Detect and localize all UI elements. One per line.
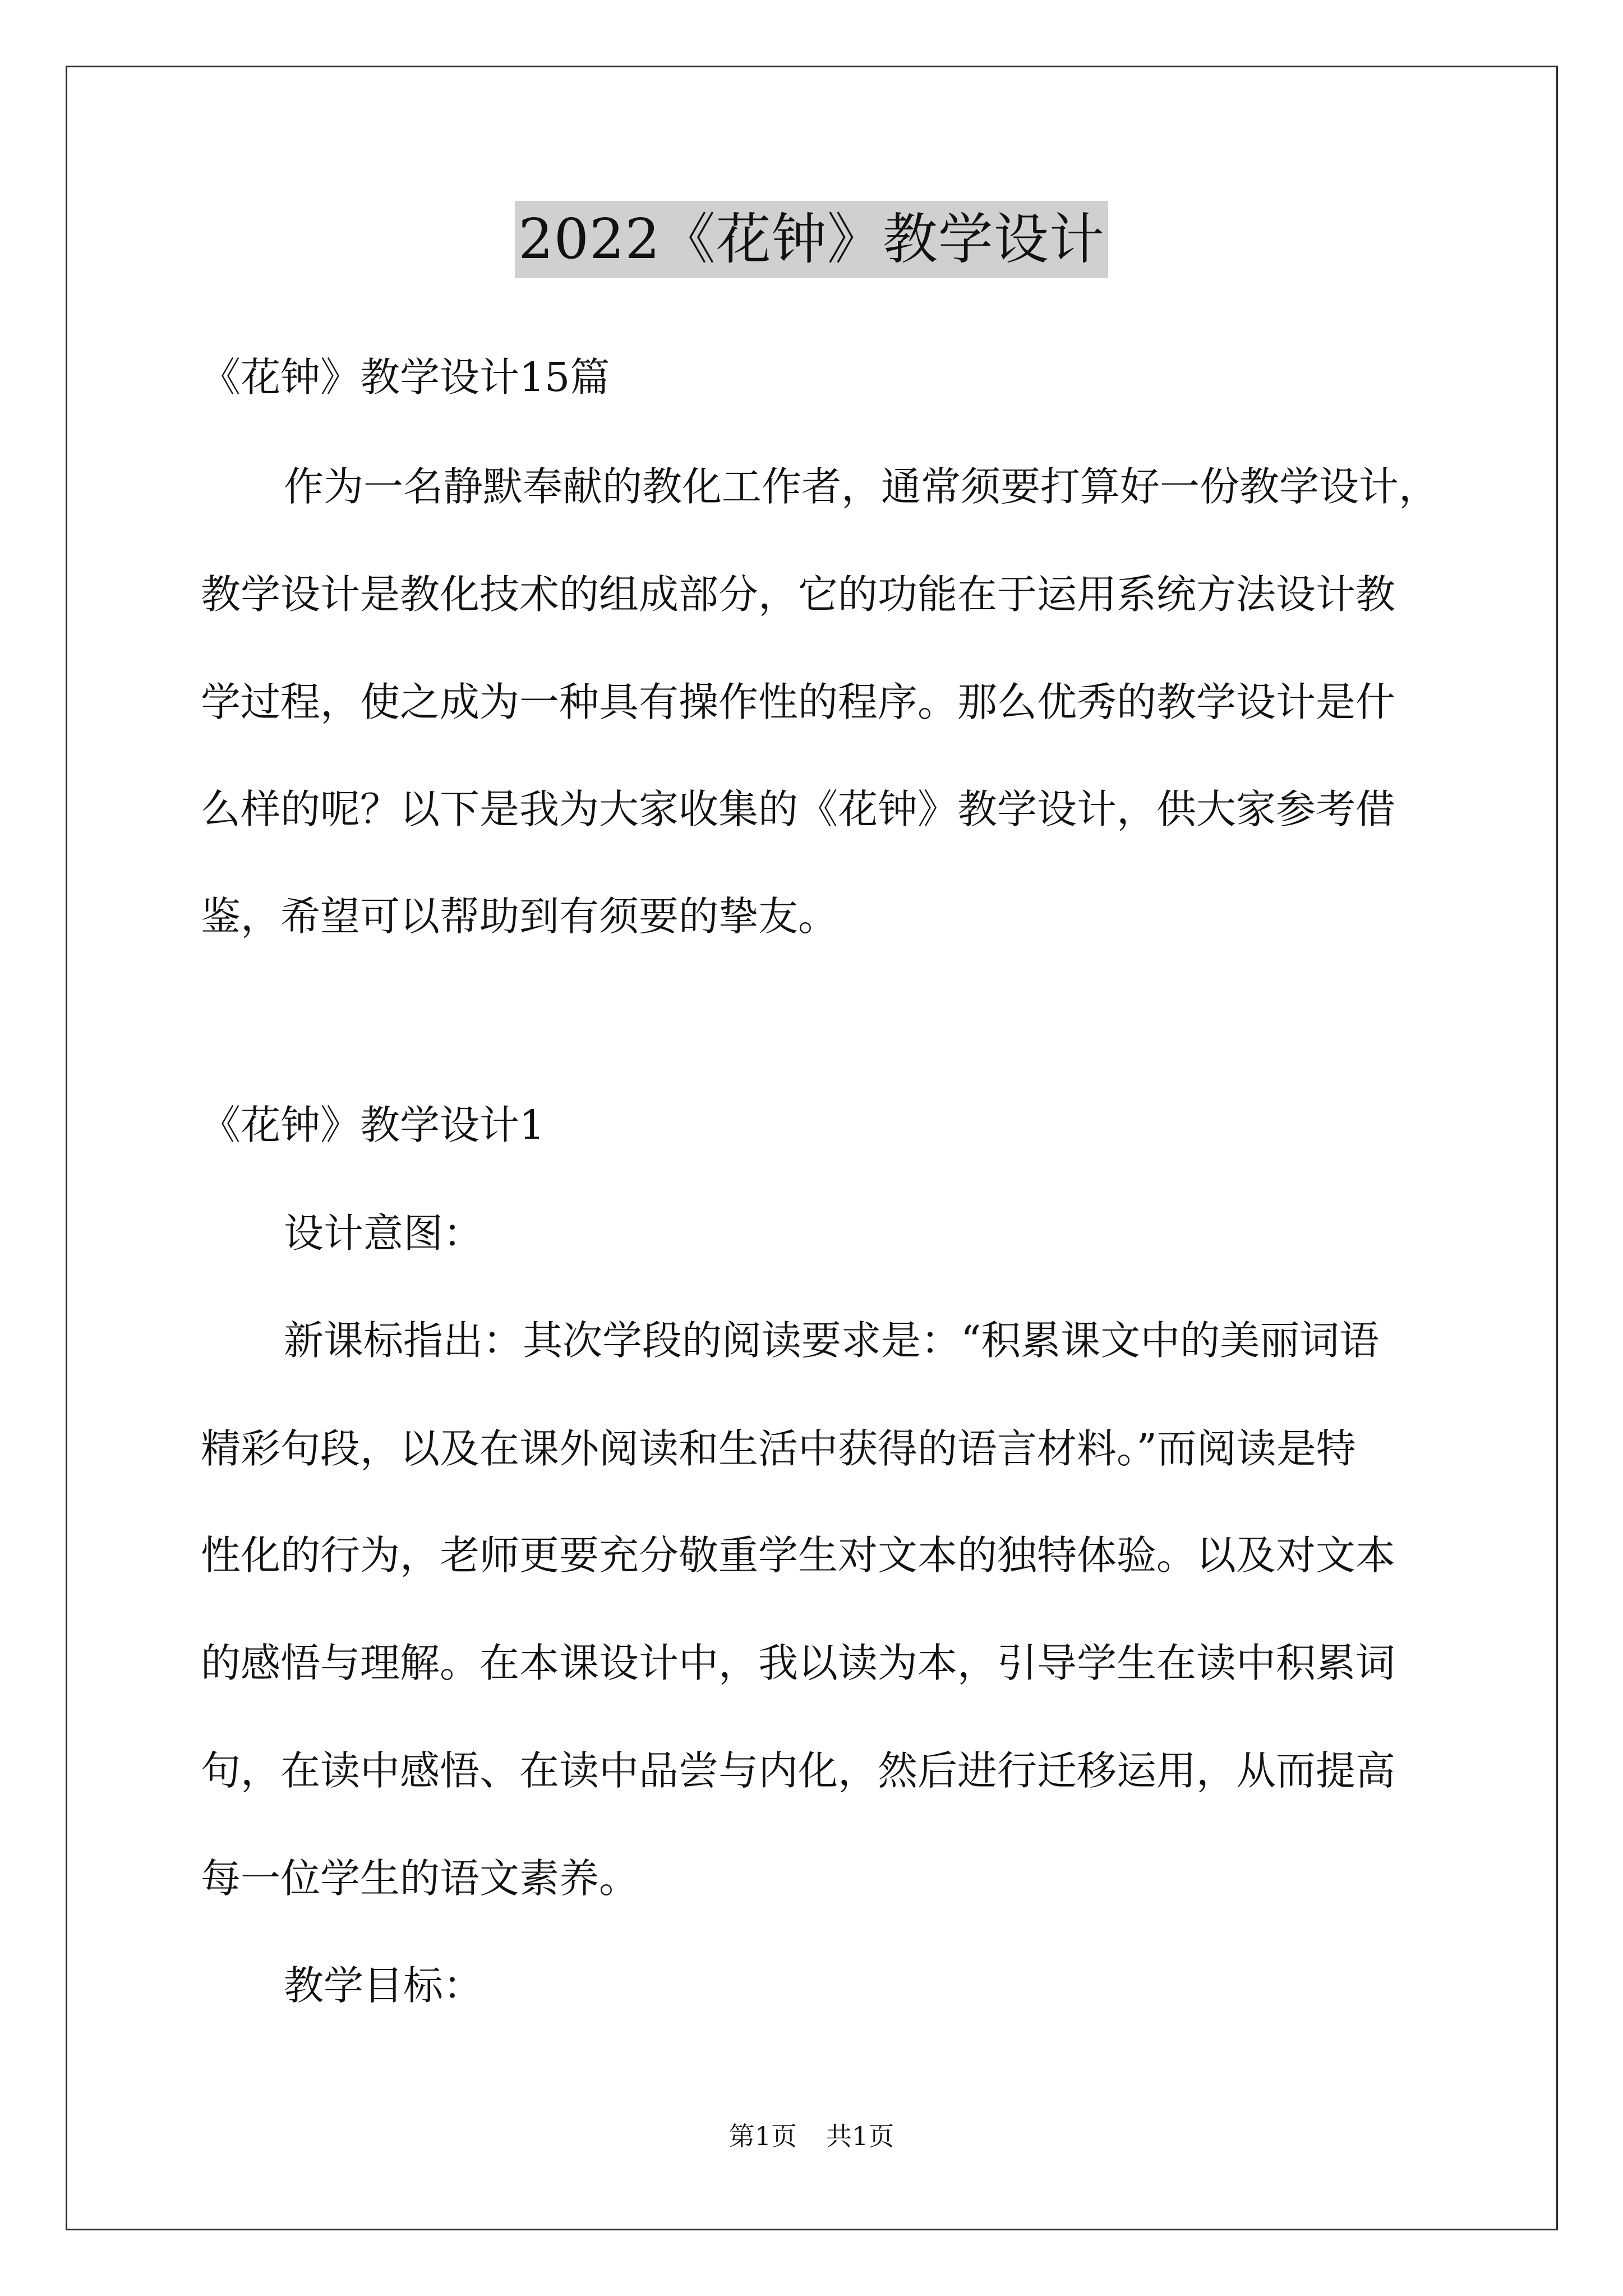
design-intent-label: 设计意图：: [284, 1210, 483, 1257]
design-intent-line: 句，在读中感悟、在读中品尝与内化，然后进行迁移运用，从而提高: [201, 1747, 1396, 1794]
design-intent-line: 性化的行为，老师更要充分敬重学生对文本的独特体验。以及对文本: [201, 1532, 1396, 1579]
design-intent-line: 精彩句段，以及在课外阅读和生活中获得的语言材料。”而阅读是特: [201, 1425, 1356, 1472]
design-intent-line: 的感悟与理解。在本课设计中，我以读为本，引导学生在读中积累词: [201, 1640, 1396, 1686]
design-intent-line: 每一位学生的语文素养。: [201, 1855, 639, 1902]
page-number: 第1页: [728, 2121, 797, 2151]
intro-line: 作为一名静默奉献的教化工作者，通常须要打算好一份教学设计，: [284, 463, 1439, 510]
page-total: 共1页: [826, 2121, 895, 2151]
intro-line: 么样的呢？以下是我为大家收集的《花钟》教学设计，供大家参考借: [201, 786, 1396, 832]
intro-line: 学过程，使之成为一种具有操作性的程序。那么优秀的教学设计是什: [201, 679, 1396, 725]
intro-line: 鉴，希望可以帮助到有须要的挚友。: [201, 893, 838, 940]
section-heading: 《花钟》教学设计1: [201, 1102, 545, 1148]
subtitle: 《花钟》教学设计15篇: [201, 354, 610, 401]
goals-label: 教学目标：: [284, 1962, 483, 2009]
design-intent-line: 新课标指出：其次学段的阅读要求是：“积累课文中的美丽词语: [284, 1317, 1380, 1364]
intro-line: 教学设计是教化技术的组成部分，它的功能在于运用系统方法设计教: [201, 571, 1396, 618]
document-title: 2022《花钟》教学设计: [515, 201, 1108, 278]
title-container: [0, 201, 1623, 278]
page-footer: [0, 2119, 1623, 2153]
